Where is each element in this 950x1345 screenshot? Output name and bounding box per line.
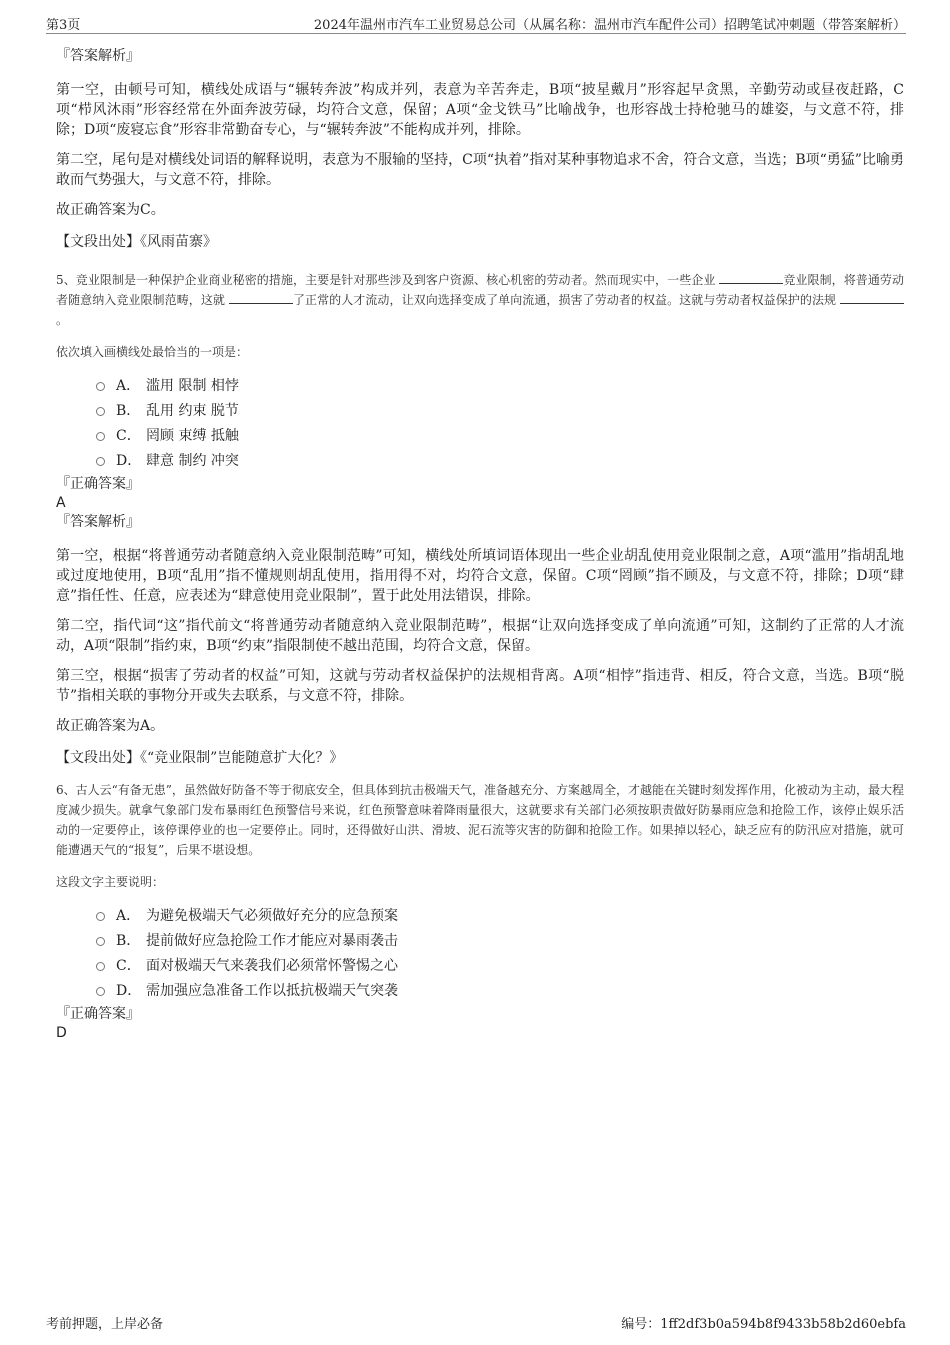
analysis-paragraph: 第二空，尾句是对横线处词语的解释说明，表意为不服输的坚持，C项“执着”指对某种事物追求不舍，符合文意，当选；B项“勇猛”比喻勇敢而气势强大，与文意不符，排除。: [56, 152, 904, 188]
answer-heading: 『正确答案』: [56, 1006, 140, 1022]
fill-blank: [719, 271, 783, 284]
radio-icon[interactable]: [96, 457, 105, 466]
option-a[interactable]: A． 为避免极端天气必须做好充分的应急预案: [56, 904, 904, 929]
page-content: [56, 44, 904, 1042]
option-c[interactable]: C． 罔顾 束缚 抵触: [56, 424, 904, 449]
fill-blank: [229, 291, 293, 304]
option-d[interactable]: D． 肆意 制约 冲突: [56, 449, 904, 474]
answer-heading: 『正确答案』: [56, 476, 140, 492]
passage-source: 【文段出处】《风雨苗寨》: [56, 234, 217, 250]
options-list: [56, 374, 904, 474]
analysis-heading: 『答案解析』: [56, 514, 140, 530]
document-title: 2024年温州市汽车工业贸易总公司（从属名称：温州市汽车配件公司）招聘笔试冲刺题（带答案解析）: [313, 18, 906, 33]
option-a[interactable]: A． 滥用 限制 相悖: [56, 374, 904, 399]
question-prompt: 依次填入画横线处最恰当的一项是：: [56, 345, 249, 359]
question-stem: 5、竞业限制是一种保护企业商业秘密的措施，主要是针对那些涉及到客户资源、核心机密的劳动者。然而现实中，一些企业 竞业限制，将普通劳动者随意纳入竞业限制范畴，这就 了正常的人才流动，让双向选择变成了单向流通，损害了劳动者的权益。这就与劳动者权益保护的法规 。: [56, 273, 904, 327]
correct-answer: D: [56, 1025, 67, 1041]
radio-icon[interactable]: [96, 407, 105, 416]
question-prompt: 这段文字主要说明：: [56, 875, 165, 889]
analysis-conclusion: 故正确答案为C。: [56, 202, 165, 218]
option-d[interactable]: D． 需加强应急准备工作以抵抗极端天气突袭: [56, 979, 904, 1004]
options-list: [56, 904, 904, 1004]
analysis-conclusion: 故正确答案为A。: [56, 718, 165, 734]
question-6: [56, 780, 904, 1042]
radio-icon[interactable]: [96, 962, 105, 971]
page-footer: [46, 1313, 906, 1331]
option-c[interactable]: C． 面对极端天气来袭我们必须常怀警惕之心: [56, 954, 904, 979]
analysis-paragraph: 第一空，根据“将普通劳动者随意纳入竞业限制范畴”可知，横线处所填词语体现出一些企业胡乱使用竞业限制之意，A项“滥用”指胡乱地或过度地使用，B项“乱用”指不懂规则胡乱使用，指用得不对，均符合文意，保留。C项“罔顾”指不顾及，与文意不符，排除；D项“肆意”指任性、任意，应表述为“肆意使用竞业限制”，置于此处用法错误，排除。: [56, 548, 904, 604]
radio-icon[interactable]: [96, 987, 105, 996]
radio-icon[interactable]: [96, 937, 105, 946]
radio-icon[interactable]: [96, 382, 105, 391]
header-divider: [46, 33, 906, 34]
q4-analysis: [56, 46, 904, 252]
correct-answer: A: [56, 495, 66, 511]
passage-source: 【文段出处】《“竞业限制”岂能随意扩大化？》: [56, 750, 344, 766]
fill-blank: [840, 291, 904, 304]
footer-slogan: 考前押题，上岸必备: [46, 1317, 164, 1332]
question-stem: 6、古人云“有备无患”，虽然做好防备不等于彻底安全，但具体到抗击极端天气，准备越充分、方案越周全，才越能在关键时刻发挥作用，化被动为主动，最大程度减少损失。就拿气象部门发布暴雨红色预警信号来说，红色预警意味着降雨量很大，这就要求有关部门必须按职责做好防暴雨应急和抢险工作，该停止娱乐活动的一定要停止，该停课停业的也一定要停止。同时，还得做好山洪、滑坡、泥石流等灾害的防御和抢险工作。如果掉以轻心，缺乏应有的防汛应对措施，就可能遭遇天气的“报复”，后果不堪设想。: [56, 783, 904, 857]
document-code: 编号：1ff2df3b0a594b8f9433b58b2d60ebfa: [621, 1317, 906, 1332]
question-5: [56, 270, 904, 768]
page-number: 第3页: [46, 18, 81, 33]
analysis-paragraph: 第二空，指代词“这”指代前文“将普通劳动者随意纳入竞业限制范畴”，根据“让双向选择变成了单向流通”可知，这制约了正常的人才流动，A项“限制”指约束，B项“约束”指限制使不越出范围，均符合文意，保留。: [56, 618, 904, 654]
option-b[interactable]: B． 提前做好应急抢险工作才能应对暴雨袭击: [56, 929, 904, 954]
radio-icon[interactable]: [96, 912, 105, 921]
analysis-paragraph: 第一空，由顿号可知，横线处成语与“辗转奔波”构成并列，表意为辛苦奔走，B项“披星戴月”形容起早贪黑，辛勤劳动或昼夜赶路，C项“栉风沐雨”形容经常在外面奔波劳碌，均符合文意，保留；A项“金戈铁马”比喻战争，也形容战士持枪驰马的雄姿，与文意不符，排除；D项“废寝忘食”形容非常勤奋专心，与“辗转奔波”不能构成并列，排除。: [56, 82, 904, 138]
analysis-paragraph: 第三空，根据“损害了劳动者的权益”可知，这就与劳动者权益保护的法规相背离。A项“相悖”指违背、相反，符合文意，当选。B项“脱节”指相关联的事物分开或失去联系，与文意不符，排除。: [56, 668, 904, 704]
analysis-heading: 『答案解析』: [56, 48, 140, 64]
option-b[interactable]: B． 乱用 约束 脱节: [56, 399, 904, 424]
radio-icon[interactable]: [96, 432, 105, 441]
